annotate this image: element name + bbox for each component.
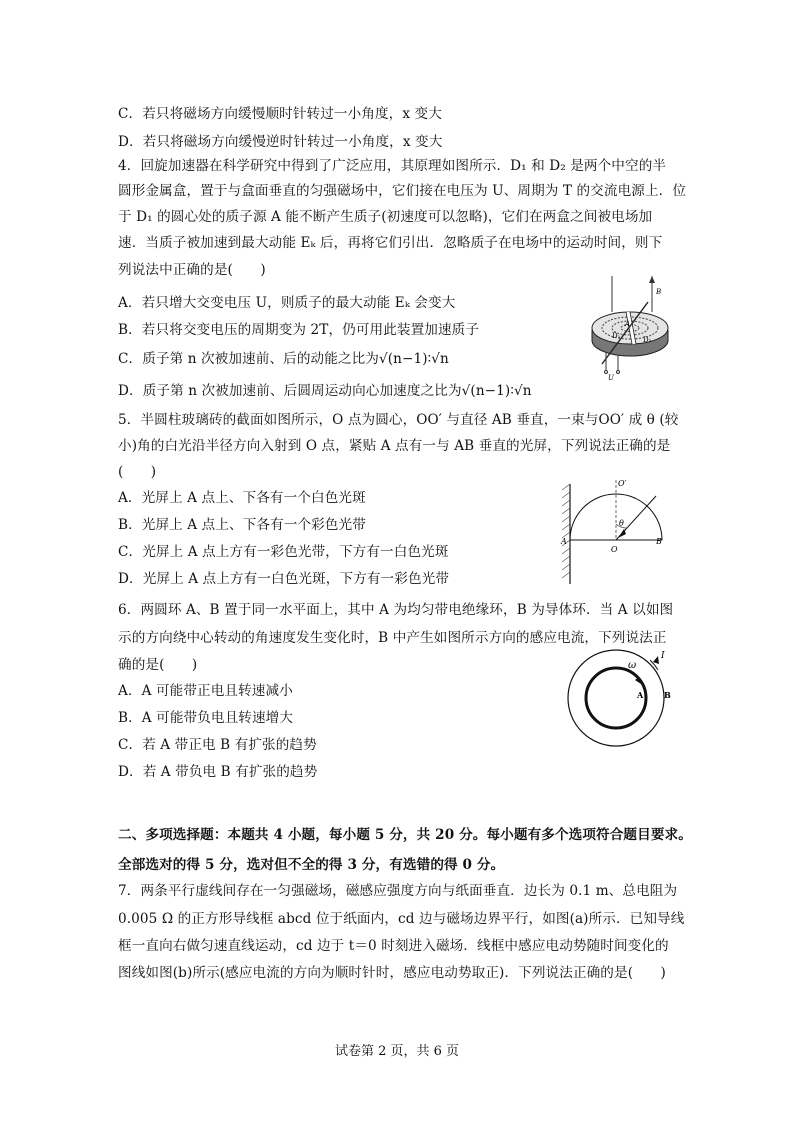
section2-heading-line-2: 全部选对的得 5 分，选对但不全的得 3 分，有选错的得 0 分。: [118, 857, 505, 873]
q4-stem-line-2: 圆形金属盒，置于与盒面垂直的匀强磁场中，它们接在电压为 U、周期为 T 的交流电源上．位: [118, 183, 687, 199]
q5-stem-line-2: 小)角的白光沿半径方向入射到 O 点，紧贴 A 点有一与 AB 垂直的光屏，下列说法正确的是: [118, 438, 671, 454]
q5-stem-line-1: 5．半圆柱玻璃砖的截面如图所示，O 点为圆心，OO′ 与直径 AB 垂直，一束与OO′ 成 θ (较: [118, 412, 679, 428]
q4-stem-line-5: 列说法中正确的是( ): [118, 262, 266, 278]
q4-label-b: B: [656, 288, 662, 296]
q6-option-d: D．若 A 带负电 B 有扩张的趋势: [118, 764, 318, 780]
q6-label-i: I: [661, 651, 665, 661]
q4-option-d: D．质子第 n 次被加速前、后圆周运动向心加速度之比为√(n−1)∶√n: [118, 383, 532, 399]
q3-option-c: C．若只将磁场方向缓慢顺时针转过一小角度，x 变大: [118, 106, 442, 122]
q5-label-theta: θ: [619, 519, 624, 528]
q7-stem-line-4: 图线如图(b)所示(感应电流的方向为顺时针时，感应电动势取正)．下列说法正确的是( ): [118, 965, 666, 981]
semicylinder-figure: [556, 474, 676, 588]
q7-stem-line-3: 框一直向右做匀速直线运动，cd 边于 t＝0 时刻进入磁场．线框中感应电动势随时间变化的: [118, 938, 669, 954]
q5-label-o: O: [611, 545, 618, 554]
page-footer: 试卷第 2 页，共 6 页: [334, 1044, 460, 1059]
q4-option-c: C．质子第 n 次被加速前、后的动能之比为√(n−1)∶√n: [118, 351, 449, 367]
q5-option-a: A．光屏上 A 点上、下各有一个白色光斑: [118, 490, 366, 506]
q6-label-b: B: [664, 690, 671, 700]
q5-stem-line-3: ( ): [118, 464, 157, 480]
q5-label-b: B: [656, 537, 662, 546]
q3-option-d: D．若只将磁场方向缓慢逆时针转过一小角度，x 变大: [118, 134, 443, 150]
q6-option-b: B．A 可能带负电且转速增大: [118, 710, 294, 726]
q4-option-a: A．若只增大交变电压 U，则质子的最大动能 Eₖ 会变大: [118, 295, 456, 311]
q5-option-d: D．光屏上 A 点上方有一白色光斑，下方有一彩色光带: [118, 571, 450, 587]
q6-stem-line-2: 示的方向绕中心转动的角速度发生变化时，B 中产生如图所示方向的感应电流，下列说法正: [118, 630, 667, 646]
q6-option-a: A．A 可能带正电且转速减小: [118, 683, 293, 699]
rings-figure: [564, 646, 694, 750]
q7-stem-line-1: 7．两条平行虚线间存在一匀强磁场，磁感应强度方向与纸面垂直．边长为 0.1 m、总电阻为: [118, 883, 678, 899]
q5-label-a: A: [561, 537, 567, 546]
q6-stem-line-3: 确的是( ): [118, 657, 198, 673]
q6-label-a: A: [637, 690, 644, 700]
q4-stem-line-3: 于 D₁ 的圆心处的质子源 A 能不断产生质子(初速度可以忽略)，它们在两盒之间被电场加: [118, 209, 653, 225]
q4-label-u: U: [608, 374, 614, 382]
section2-heading-line-1: 二、多项选择题：本题共 4 小题，每小题 5 分，共 20 分。每小题有多个选项符合题目要求。: [118, 827, 692, 843]
q6-option-c: C．若 A 带正电 B 有扩张的趋势: [118, 737, 317, 753]
q4-label-d1: D₁: [612, 332, 621, 340]
q4-label-d2: D₂: [643, 336, 652, 344]
q6-label-omega: ω: [628, 660, 637, 671]
q6-stem-line-1: 6．两圆环 A、B 置于同一水平面上，其中 A 为均匀带电绝缘环，B 为导体环．当 A 以如图: [118, 602, 674, 618]
q5-option-b: B．光屏上 A 点上、下各有一个彩色光带: [118, 517, 366, 533]
q4-label-a: A: [625, 320, 631, 328]
q5-option-c: C．光屏上 A 点上方有一彩色光带，下方有一白色光斑: [118, 544, 449, 560]
q4-option-b: B．若只将交变电压的周期变为 2T，仍可用此装置加速质子: [118, 322, 480, 338]
cyclotron-figure: [588, 272, 688, 382]
q7-stem-line-2: 0.005 Ω 的正方形导线框 abcd 位于纸面内，cd 边与磁场边界平行，如图(a)所示．已知导线: [118, 911, 685, 927]
q5-label-o-prime: O′: [618, 479, 627, 488]
q4-stem-line-4: 速．当质子被加速到最大动能 Eₖ 后，再将它们引出．忽略质子在电场中的运动时间，则下: [118, 235, 663, 251]
q4-stem-line-1: 4．回旋加速器在科学研究中得到了广泛应用，其原理如图所示．D₁ 和 D₂ 是两个中空的半: [118, 158, 667, 174]
